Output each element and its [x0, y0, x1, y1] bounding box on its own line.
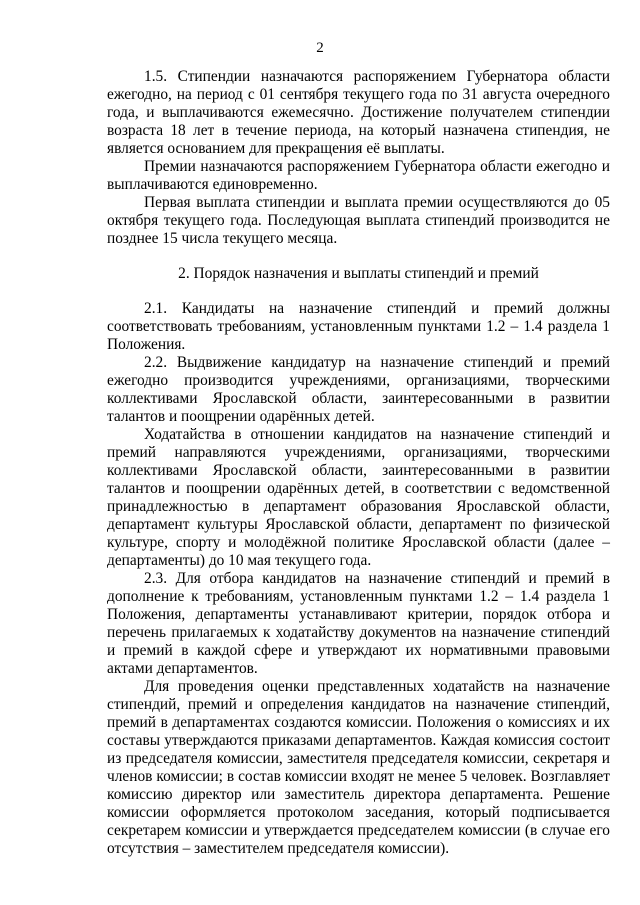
paragraph-commissions: Для проведения оценки представленных ходатайств на назначение стипендий, премий и определения кандидатов на назначение стипендий, премий в департаментах создаются комиссии. Положения о комиссиях и их составы утверждаются приказами департаментов. Каждая комиссия состоит из председателя комиссии, заместителя председателя комиссии, секретаря и членов комиссии; в состав комиссии входят не менее 5 человек. Возглавляет комиссию директор или заместитель директора департамента. Решение комиссии оформляется протоколом заседания, который подписывается секретарем комиссии и утверждается председателем комиссии (в случае его отсутствия – заместителем председателя комиссии). [107, 678, 610, 857]
section-heading: 2. Порядок назначения и выплаты стипендий и премий [178, 265, 539, 282]
document-body [107, 68, 610, 858]
paragraph-2-1: 2.1. Кандидаты на назначение стипендий и премий должны соответствовать требованиям, установленным пунктами 1.2 – 1.4 раздела 1 Положения. [107, 300, 610, 353]
paragraph-1-5: 1.5. Стипендии назначаются распоряжением Губернатора области ежегодно, на период с 01 сентября текущего года по 31 августа очередного года, и выплачиваются ежемесячно. Достижение получателем стипендии возраста 18 лет в течение периода, на который назначена стипендия, не является основанием для прекращения её выплаты. [107, 68, 610, 157]
paragraph-2-3: 2.3. Для отбора кандидатов на назначение стипендий и премий в дополнение к требованиям, установленным пунктами 1.2 – 1.4 раздела 1 Положения, департаменты устанавливают критерии, порядок отбора и перечень прилагаемых к ходатайству документов на назначение стипендий и премий в каждой сфере и утверждают их нормативными правовыми актами департаментов. [107, 570, 610, 677]
paragraph-petitions: Ходатайства в отношении кандидатов на назначение стипендий и премий направляются учреждениями, организациями, творческими коллективами Ярославской области, заинтересованными в развитии талантов и поощрении одарённых детей, в соответствии с ведомственной принадлежностью в департамент образования Ярославской области, департамент культуры Ярославской области, департамент по физической культуре, спорту и молодёжной политике Ярославской области (далее – департаменты) до 10 мая текущего года. [107, 426, 610, 569]
page-number: 2 [316, 40, 324, 56]
paragraph-first-payment: Первая выплата стипендии и выплата премии осуществляются до 05 октября текущего года. Последующая выплата стипендий производится не позднее 15 числа текущего месяца. [107, 194, 610, 247]
paragraph-2-2: 2.2. Выдвижение кандидатур на назначение стипендий и премий ежегодно производится учреждениями, организациями, творческими коллективами Ярославской области, заинтересованными в развитии талантов и поощрении одарённых детей. [107, 354, 610, 425]
paragraph-premii: Премии назначаются распоряжением Губернатора области ежегодно и выплачиваются единовременно. [107, 158, 610, 193]
